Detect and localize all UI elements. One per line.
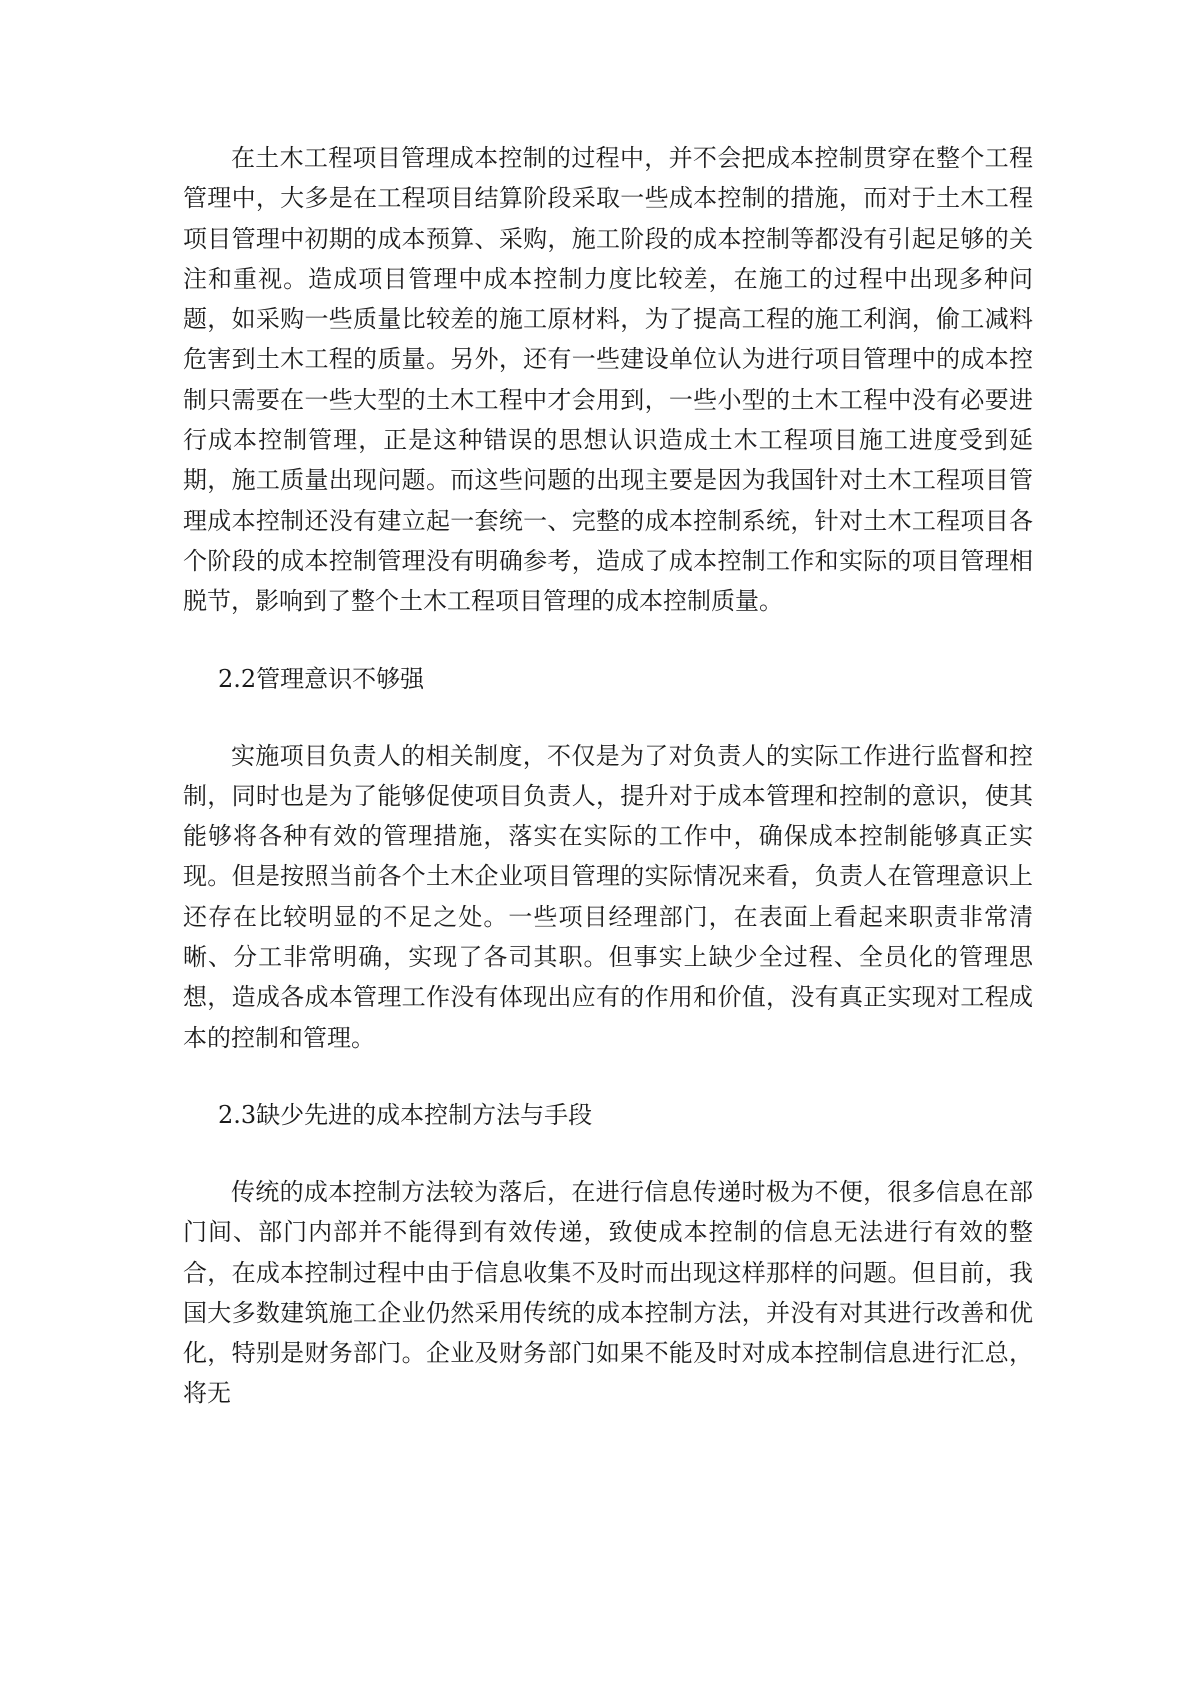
- spacer: [183, 699, 1033, 736]
- spacer: [183, 1058, 1033, 1095]
- paragraph-traditional-methods: 传统的成本控制方法较为落后，在进行信息传递时极为不便，很多信息在部门间、部门内部并不能得到有效传递，致使成本控制的信息无法进行有效的整合，在成本控制过程中由于信息收集不及时而出现这样那样的问题。但目前，我国大多数建筑施工企业仍然采用传统的成本控制方法，并没有对其进行改善和优化，特别是财务部门。企业及财务部门如果不能及时对成本控制信息进行汇总，将无: [183, 1177, 1033, 1408]
- paragraph-management-awareness: 实施项目负责人的相关制度，不仅是为了对负责人的实际工作进行监督和控制，同时也是为了能够促使项目负责人，提升对于成本管理和控制的意识，使其能够将各种有效的管理措施，落实在实际的工作中，确保成本控制能够真正实现。但是按照当前各个土木企业项目管理的实际情况来看，负责人在管理意识上还存在比较明显的不足之处。一些项目经理部门，在表面上看起来职责非常清晰、分工非常明确，实现了各司其职。但事实上缺少全过程、全员化的管理思想，造成各成本管理工作没有体现出应有的作用和价值，没有真正实现对工程成本的控制和管理。: [183, 741, 1033, 1052]
- document-page: [183, 138, 1033, 1414]
- spacer: [183, 622, 1033, 659]
- section-heading-2-3: 2.3缺少先进的成本控制方法与手段: [218, 1100, 593, 1129]
- section-heading-2-2: 2.2管理意识不够强: [218, 664, 425, 693]
- paragraph-cost-control-process: 在土木工程项目管理成本控制的过程中，并不会把成本控制贯穿在整个工程管理中，大多是在工程项目结算阶段采取一些成本控制的措施，而对于土木工程项目管理中初期的成本预算、采购，施工阶段的成本控制等都没有引起足够的关注和重视。造成项目管理中成本控制力度比较差，在施工的过程中出现多种问题，如采购一些质量比较差的施工原材料，为了提高工程的施工利润，偷工减料危害到土木工程的质量。另外，还有一些建设单位认为进行项目管理中的成本控制只需要在一些大型的土木工程中才会用到，一些小型的土木工程中没有必要进行成本控制管理，正是这种错误的思想认识造成土木工程项目施工进度受到延期，施工质量出现问题。而这些问题的出现主要是因为我国针对土木工程项目管理成本控制还没有建立起一套统一、完整的成本控制系统，针对土木工程项目各个阶段的成本控制管理没有明确参考，造成了成本控制工作和实际的项目管理相脱节，影响到了整个土木工程项目管理的成本控制质量。: [183, 144, 1033, 616]
- spacer: [183, 1135, 1033, 1172]
